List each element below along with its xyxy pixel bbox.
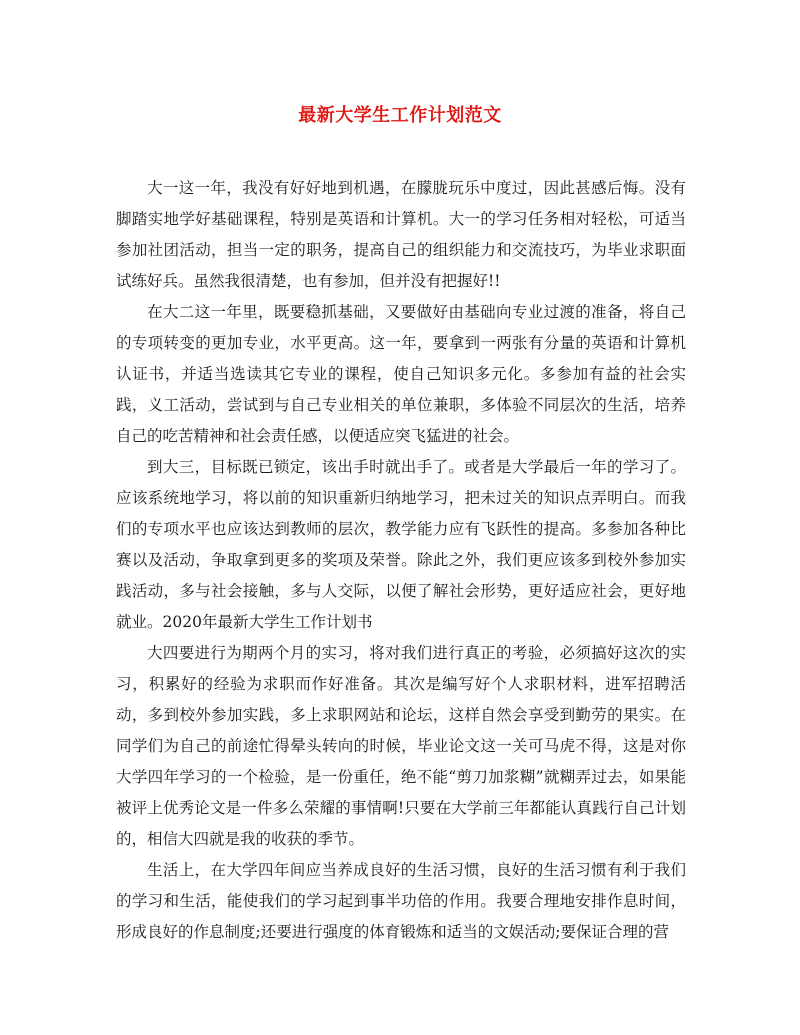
document-body [116, 173, 686, 948]
document-title: 最新大学生工作计划范文 [298, 105, 502, 126]
paragraph-junior-year: 到大三，目标既已锁定，该出手时就出手了。或者是大学最后一年的学习了。应该系统地学习，将以前的知识重新归纳地学习，把未过关的知识点弄明白。而我们的专项水平也应该达到教师的层次，教学能力应有飞跃性的提高。多参加各种比赛以及活动，争取拿到更多的奖项及荣誉。除此之外，我们更应该多到校外参加实践活动，多与社会接触，多与人交际，以便了解社会形势，更好适应社会，更好地就业。2020年最新大学生工作计划书 [116, 458, 686, 631]
paragraph-sophomore-year: 在大二这一年里，既要稳抓基础，又要做好由基础向专业过渡的准备，将自己的专项转变的更加专业，水平更高。这一年，要拿到一两张有分量的英语和计算机认证书，并适当选读其它专业的课程，使自己知识多元化。多参加有益的社会实践，义工活动，尝试到与自己专业相关的单位兼职，多体验不同层次的生活，培养自己的吃苦精神和社会责任感，以便适应突飞猛进的社会。 [116, 303, 686, 445]
paragraph-senior-year: 大四要进行为期两个月的实习，将对我们进行真正的考验，必须搞好这次的实习，积累好的经验为求职而作好准备。其次是编写好个人求职材料，进军招聘活动，多到校外参加实践，多上求职网站和论坛，这样自然会享受到勤劳的果实。在同学们为自己的前途忙得晕头转向的时候，毕业论文这一关可马虎不得，这是对你大学四年学习的一个检验，是一份重任，绝不能“剪刀加浆糊”就糊弄过去，如果能被评上优秀论文是一件多么荣耀的事情啊!只要在大学前三年都能认真践行自己计划的，相信大四就是我的收获的季节。 [116, 644, 686, 848]
paragraph-freshman-year: 大一这一年，我没有好好地到机遇，在朦胧玩乐中度过，因此甚感后悔。没有脚踏实地学好基础课程，特别是英语和计算机。大一的学习任务相对轻松，可适当参加社团活动，担当一定的职务，提高自己的组织能力和交流技巧，为毕业求职面试练好兵。虽然我很清楚，也有参加，但并没有把握好!! [116, 179, 686, 290]
paragraph-daily-life: 生活上，在大学四年间应当养成良好的生活习惯，良好的生活习惯有利于我们的学习和生活，能使我们的学习起到事半功倍的作用。我要合理地安排作息时间，形成良好的作息制度;还要进行强度的体育锻炼和适当的文娱活动;要保证合理的营 [116, 861, 686, 941]
